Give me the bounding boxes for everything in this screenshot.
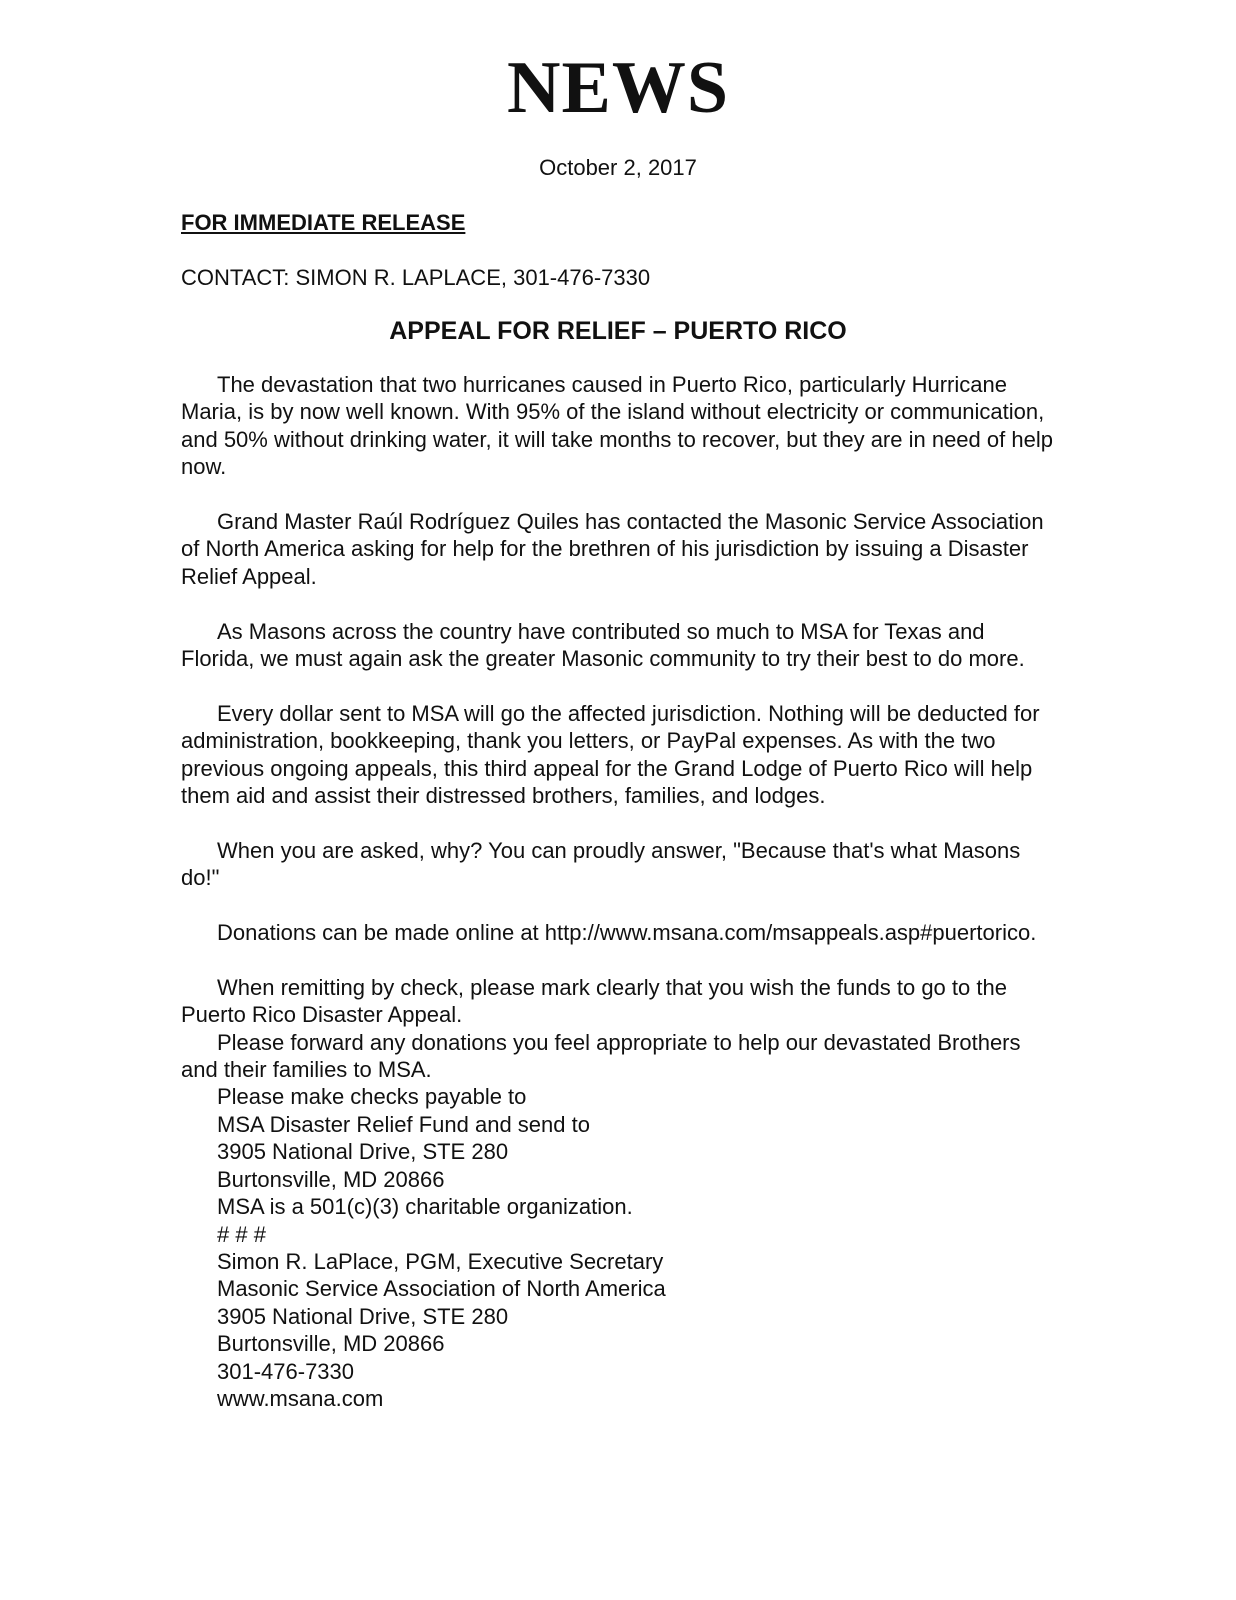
paragraph-masons-do: When you are asked, why? You can proudly answer, "Because that's what Masons do!" xyxy=(181,837,1021,891)
paragraph-masonic-community: As Masons across the country have contributed so much to MSA for Texas and Florida, we must again ask the greater Masonic community to try their best to do more. xyxy=(181,618,1025,672)
closing-line-end-mark: # # # xyxy=(217,1221,266,1247)
signature-name-title: Simon R. LaPlace, PGM, Executive Secretary xyxy=(217,1248,664,1274)
release-date: October 2, 2017 xyxy=(539,155,697,180)
closing-line-city: Burtonsville, MD 20866 xyxy=(217,1166,445,1192)
paragraph-grand-master-request: Grand Master Raúl Rodríguez Quiles has contacted the Masonic Service Association of North America asking for help for the brethren of his jurisdiction by issuing a Disaster Relief Appeal. xyxy=(181,509,1044,589)
masthead-title: NEWS xyxy=(507,47,729,129)
paragraph-donations-online: Donations can be made online at http://www.msana.com/msappeals.asp#puertorico. xyxy=(217,920,1037,946)
closing-line-street: 3905 National Drive, STE 280 xyxy=(217,1139,509,1165)
signature-city: Burtonsville, MD 20866 xyxy=(217,1331,445,1357)
contact-line: CONTACT: SIMON R. LAPLACE, 301-476-7330 xyxy=(181,265,651,290)
closing-line-checks-payable: Please make checks payable to xyxy=(217,1084,527,1110)
paragraph-forward-donations: Please forward any donations you feel appropriate to help our devastated Brothers and their families to MSA. xyxy=(181,1029,1021,1083)
body-text xyxy=(181,371,1061,1412)
paragraph-remitting-check: When remitting by check, please mark clearly that you wish the funds to go to the Puerto Rico Disaster Appeal. xyxy=(181,974,1007,1028)
closing-block xyxy=(181,1083,1061,1412)
signature-organization: Masonic Service Association of North America xyxy=(217,1276,666,1302)
headline: APPEAL FOR RELIEF – PUERTO RICO xyxy=(389,317,847,345)
signature-website: www.msana.com xyxy=(217,1385,384,1411)
signature-phone: 301-476-7330 xyxy=(217,1358,355,1384)
closing-line-fund-name: MSA Disaster Relief Fund and send to xyxy=(217,1111,590,1137)
paragraph-every-dollar: Every dollar sent to MSA will go the affected jurisdiction. Nothing will be deducted for administration, bookkeeping, thank you letters, or PayPal expenses. As with the two previous ongoing appeals, this third appeal for the Grand Lodge of Puerto Rico will help them aid and assist their distressed brothers, families, and lodges. xyxy=(181,700,1040,809)
release-label: FOR IMMEDIATE RELEASE xyxy=(181,210,466,235)
closing-line-charity-status: MSA is a 501(c)(3) charitable organization. xyxy=(217,1194,633,1220)
paragraph-hurricane-devastation: The devastation that two hurricanes caused in Puerto Rico, particularly Hurricane Maria, is by now well known. With 95% of the island without electricity or communication, and 50% without drinking water, it will take months to recover, but they are in need of help now. xyxy=(181,372,1053,480)
signature-street: 3905 National Drive, STE 280 xyxy=(217,1303,509,1329)
